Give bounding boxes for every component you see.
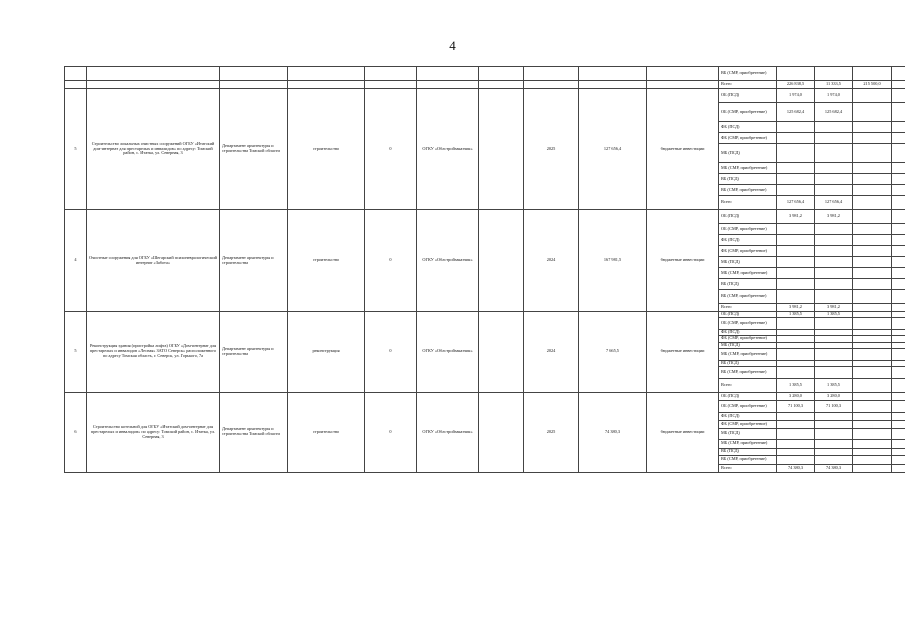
year1-amount-cell <box>815 246 853 257</box>
funding-source-cell: МБ (СМР, приобретение) <box>719 268 777 279</box>
capacity-cell: 0 <box>365 89 417 210</box>
total-amount-cell <box>777 235 815 246</box>
total-amount-cell <box>777 439 815 448</box>
year3-amount-cell <box>892 122 905 133</box>
year3-amount-cell <box>892 103 905 122</box>
total-amount-cell <box>777 448 815 455</box>
year3-amount-cell <box>892 279 905 290</box>
funding-source-cell: Всего <box>719 81 777 89</box>
cost-cell: 167 981,5 <box>579 210 647 312</box>
total-amount-cell <box>777 133 815 144</box>
year-cell: 2024 <box>524 210 579 312</box>
total-amount-cell <box>777 317 815 329</box>
funding-source-cell: ВБ (СМР, приобретение) <box>719 366 777 378</box>
year3-amount-cell <box>892 366 905 378</box>
total-amount-cell: 3 981,2 <box>777 210 815 224</box>
year3-amount-cell <box>892 378 905 392</box>
investment-form-cell: бюджетные инвестиции <box>647 312 719 393</box>
year2-amount-cell <box>853 196 892 210</box>
blank-cell <box>579 67 647 81</box>
year2-amount-cell <box>853 428 892 439</box>
year3-amount-cell <box>892 81 905 89</box>
year2-amount-cell <box>853 464 892 472</box>
year2-amount-cell <box>853 133 892 144</box>
funding-source-cell: ОБ (СМР, приобретение) <box>719 103 777 122</box>
funding-source-cell: ОБ (СМР, приобретение) <box>719 400 777 412</box>
year1-amount-cell: 1 385,5 <box>815 312 853 318</box>
total-amount-cell <box>777 67 815 81</box>
funding-source-cell: ВБ (СМР, приобретение) <box>719 185 777 196</box>
year3-amount-cell <box>892 348 905 360</box>
total-amount-cell <box>777 290 815 304</box>
year-cell: 2025 <box>524 392 579 472</box>
total-amount-cell <box>777 268 815 279</box>
year2-amount-cell <box>853 455 892 464</box>
year2-amount-cell <box>853 224 892 235</box>
year3-amount-cell <box>892 144 905 163</box>
customer-cell: Департамент архитектуры и строительства <box>220 312 288 393</box>
empty-cell <box>479 210 524 312</box>
total-amount-cell: 74 380,3 <box>777 464 815 472</box>
year3-amount-cell <box>892 455 905 464</box>
blank-cell <box>524 81 579 89</box>
total-amount-cell <box>777 224 815 235</box>
year2-amount-cell <box>853 257 892 268</box>
year1-amount-cell: 3 981,2 <box>815 210 853 224</box>
investment-form-cell: бюджетные инвестиции <box>647 210 719 312</box>
total-amount-cell <box>777 335 815 342</box>
investment-form-cell: бюджетные инвестиции <box>647 89 719 210</box>
funding-source-cell: ВБ (СМР, приобретение) <box>719 67 777 81</box>
year3-amount-cell <box>892 304 905 312</box>
cost-cell: 74 380,3 <box>579 392 647 472</box>
year2-amount-cell <box>853 279 892 290</box>
table-row <box>65 67 905 81</box>
year3-amount-cell <box>892 290 905 304</box>
cost-cell: 127 656,4 <box>579 89 647 210</box>
total-amount-cell: 3 280,0 <box>777 392 815 400</box>
year3-amount-cell <box>892 335 905 342</box>
year1-amount-cell <box>815 268 853 279</box>
funding-source-cell: ОБ (ПСД) <box>719 210 777 224</box>
year2-amount-cell <box>853 304 892 312</box>
total-amount-cell <box>777 420 815 428</box>
total-amount-cell: 127 656,4 <box>777 196 815 210</box>
year1-amount-cell <box>815 348 853 360</box>
total-amount-cell <box>777 412 815 420</box>
work-type-cell: реконструкция <box>288 312 365 393</box>
funding-source-cell: ФБ (СМР, приобретение) <box>719 133 777 144</box>
year2-amount-cell <box>853 448 892 455</box>
funding-source-cell: ВБ (СМР, приобретение) <box>719 290 777 304</box>
year2-amount-cell <box>853 268 892 279</box>
year3-amount-cell <box>892 439 905 448</box>
year2-amount-cell <box>853 144 892 163</box>
year2-amount-cell <box>853 174 892 185</box>
customer-cell: Департамент архитектуры и строительства <box>220 210 288 312</box>
year2-amount-cell <box>853 400 892 412</box>
total-amount-cell: 71 100,3 <box>777 400 815 412</box>
year1-amount-cell <box>815 428 853 439</box>
funding-source-cell: ФБ (ПСД) <box>719 412 777 420</box>
work-type-cell: строительство <box>288 210 365 312</box>
year3-amount-cell <box>892 210 905 224</box>
funding-source-cell: ОБ (СМР, приобретение) <box>719 224 777 235</box>
year1-amount-cell <box>815 174 853 185</box>
project-name-cell: Реконструкция здания (пристройка лифта) ОГБУ «Дом-интернат для престарелых и инвалидов «Лесная» ЗАТО Северск» расположенного по адресу Томская область, г. Северск, ул. Горького, 7а <box>87 312 220 393</box>
year3-amount-cell <box>892 268 905 279</box>
funding-source-cell: МБ (ПСД) <box>719 144 777 163</box>
funding-source-cell: ФБ (ПСД) <box>719 235 777 246</box>
year2-amount-cell <box>853 246 892 257</box>
total-amount-cell: 3 981,2 <box>777 304 815 312</box>
blank-cell <box>579 81 647 89</box>
year1-amount-cell: 74 380,3 <box>815 464 853 472</box>
year2-amount-cell <box>853 103 892 122</box>
year3-amount-cell <box>892 89 905 103</box>
organization-cell: ОГКУ «Облстройзаказчик» <box>417 210 479 312</box>
year2-amount-cell <box>853 335 892 342</box>
funding-source-cell: ФБ (СМР, приобретение) <box>719 335 777 342</box>
blank-cell <box>417 81 479 89</box>
funding-source-cell: Всего <box>719 196 777 210</box>
year2-amount-cell <box>853 122 892 133</box>
funding-source-cell: МБ (ПСД) <box>719 342 777 348</box>
year1-amount-cell <box>815 144 853 163</box>
total-amount-cell <box>777 366 815 378</box>
page-number: 4 <box>449 38 456 53</box>
blank-cell <box>87 81 220 89</box>
blank-cell <box>220 81 288 89</box>
blank-cell <box>647 67 719 81</box>
project-name-cell: Строительство локальных очистных сооружений ОГБУ «Итатский дом-интернат для престарелых и инвалидов» по адресу: Томский район, с. Итатка, ул. Северная, 3 <box>87 89 220 210</box>
funding-source-cell: ОБ (СМР, приобретение) <box>719 317 777 329</box>
total-amount-cell <box>777 257 815 268</box>
project-name-cell: Очистные сооружения для ОГБУ «Шегарский психоневрологический интернат «Забота» <box>87 210 220 312</box>
customer-cell: Департамент архитектуры и строительства Томской области <box>220 392 288 472</box>
organization-cell: ОГКУ «Облстройзаказчик» <box>417 392 479 472</box>
year3-amount-cell <box>892 392 905 400</box>
funding-source-cell: ФБ (ПСД) <box>719 122 777 133</box>
funding-source-cell: ОБ (ПСД) <box>719 312 777 318</box>
year1-amount-cell <box>815 235 853 246</box>
year1-amount-cell <box>815 455 853 464</box>
total-amount-cell <box>777 348 815 360</box>
total-amount-cell: 1 385,5 <box>777 312 815 318</box>
year3-amount-cell <box>892 133 905 144</box>
year1-amount-cell <box>815 133 853 144</box>
year2-amount-cell <box>853 378 892 392</box>
year1-amount-cell <box>815 163 853 174</box>
total-amount-cell <box>777 185 815 196</box>
year3-amount-cell <box>892 67 905 81</box>
capacity-cell: 0 <box>365 312 417 393</box>
year1-amount-cell: 127 656,4 <box>815 196 853 210</box>
blank-cell <box>288 67 365 81</box>
funding-source-cell: ВБ (ПСД) <box>719 174 777 185</box>
funding-source-cell: ОБ (ПСД) <box>719 392 777 400</box>
year1-amount-cell <box>815 420 853 428</box>
year2-amount-cell <box>853 89 892 103</box>
year3-amount-cell <box>892 224 905 235</box>
table-row <box>65 89 905 103</box>
year1-amount-cell <box>815 122 853 133</box>
work-type-cell: строительство <box>288 89 365 210</box>
year2-amount-cell <box>853 420 892 428</box>
organization-cell: ОГКУ «Облстройзаказчик» <box>417 89 479 210</box>
table-row <box>65 81 905 89</box>
year3-amount-cell <box>892 196 905 210</box>
year1-amount-cell <box>815 439 853 448</box>
blank-cell <box>479 67 524 81</box>
year2-amount-cell <box>853 412 892 420</box>
total-amount-cell: 125 682,4 <box>777 103 815 122</box>
capacity-cell: 0 <box>365 392 417 472</box>
year1-amount-cell <box>815 317 853 329</box>
project-number-cell: 4 <box>65 210 87 312</box>
blank-cell <box>65 81 87 89</box>
year3-amount-cell <box>892 412 905 420</box>
blank-cell <box>647 81 719 89</box>
funding-source-cell: МБ (СМР, приобретение) <box>719 439 777 448</box>
total-amount-cell <box>777 144 815 163</box>
funding-source-cell: ОБ (ПСД) <box>719 89 777 103</box>
year2-amount-cell <box>853 67 892 81</box>
funding-source-cell: ФБ (ПСД) <box>719 329 777 335</box>
project-number-cell: 6 <box>65 392 87 472</box>
investment-form-cell: бюджетные инвестиции <box>647 392 719 472</box>
total-amount-cell: 1 974,0 <box>777 89 815 103</box>
blank-cell <box>365 67 417 81</box>
blank-cell <box>220 67 288 81</box>
year1-amount-cell <box>815 366 853 378</box>
table-row <box>65 392 905 400</box>
funding-source-cell: МБ (ПСД) <box>719 428 777 439</box>
project-number-cell: 5 <box>65 89 87 210</box>
cost-cell: 7 665,5 <box>579 312 647 393</box>
year1-amount-cell <box>815 279 853 290</box>
total-amount-cell <box>777 428 815 439</box>
year1-amount-cell <box>815 257 853 268</box>
year3-amount-cell <box>892 174 905 185</box>
year-cell: 2024 <box>524 312 579 393</box>
year1-amount-cell: 11 333,5 <box>815 81 853 89</box>
blank-cell <box>417 67 479 81</box>
year3-amount-cell <box>892 235 905 246</box>
capacity-cell: 0 <box>365 210 417 312</box>
year2-amount-cell <box>853 290 892 304</box>
year1-amount-cell <box>815 67 853 81</box>
total-amount-cell <box>777 163 815 174</box>
year2-amount-cell <box>853 185 892 196</box>
work-type-cell: строительство <box>288 392 365 472</box>
year2-amount-cell <box>853 348 892 360</box>
year3-amount-cell <box>892 420 905 428</box>
year2-amount-cell <box>853 366 892 378</box>
funding-source-cell: ФБ (СМР, приобретение) <box>719 246 777 257</box>
year2-amount-cell <box>853 235 892 246</box>
year1-amount-cell: 1 974,0 <box>815 89 853 103</box>
year1-amount-cell <box>815 412 853 420</box>
year2-amount-cell <box>853 439 892 448</box>
organization-cell: ОГКУ «Облстройзаказчик» <box>417 312 479 393</box>
year1-amount-cell <box>815 185 853 196</box>
year3-amount-cell <box>892 246 905 257</box>
blank-cell <box>288 81 365 89</box>
funding-source-cell: Всего <box>719 378 777 392</box>
year3-amount-cell <box>892 257 905 268</box>
total-amount-cell <box>777 279 815 290</box>
year-cell: 2025 <box>524 89 579 210</box>
blank-cell <box>87 67 220 81</box>
empty-cell <box>479 392 524 472</box>
year1-amount-cell <box>815 335 853 342</box>
empty-cell <box>479 89 524 210</box>
year3-amount-cell <box>892 464 905 472</box>
table-body <box>65 67 905 473</box>
investment-table <box>64 66 905 473</box>
funding-source-cell: ВБ (СМР, приобретение) <box>719 455 777 464</box>
total-amount-cell: 1 385,5 <box>777 378 815 392</box>
blank-cell <box>479 81 524 89</box>
funding-source-cell: МБ (ПСД) <box>719 257 777 268</box>
year3-amount-cell <box>892 448 905 455</box>
total-amount-cell: 226 838,5 <box>777 81 815 89</box>
year3-amount-cell <box>892 163 905 174</box>
year2-amount-cell <box>853 317 892 329</box>
year2-amount-cell <box>853 210 892 224</box>
year1-amount-cell: 3 280,0 <box>815 392 853 400</box>
year2-amount-cell: 215 500,0 <box>853 81 892 89</box>
empty-cell <box>479 312 524 393</box>
funding-source-cell: ВБ (ПСД) <box>719 279 777 290</box>
year1-amount-cell <box>815 448 853 455</box>
blank-cell <box>524 67 579 81</box>
year3-amount-cell <box>892 185 905 196</box>
customer-cell: Департамент архитектуры и строительства Томской области <box>220 89 288 210</box>
year1-amount-cell: 1 385,5 <box>815 378 853 392</box>
funding-source-cell: ВБ (ПСД) <box>719 448 777 455</box>
year1-amount-cell: 3 981,2 <box>815 304 853 312</box>
funding-source-cell: ФБ (СМР, приобретение) <box>719 420 777 428</box>
year2-amount-cell <box>853 392 892 400</box>
total-amount-cell <box>777 122 815 133</box>
year2-amount-cell <box>853 163 892 174</box>
total-amount-cell <box>777 455 815 464</box>
funding-source-cell: Всего <box>719 304 777 312</box>
funding-source-cell: МБ (СМР, приобретение) <box>719 348 777 360</box>
year1-amount-cell <box>815 224 853 235</box>
table-row <box>65 210 905 224</box>
project-number-cell: 5 <box>65 312 87 393</box>
year1-amount-cell: 71 100,3 <box>815 400 853 412</box>
total-amount-cell <box>777 174 815 185</box>
year3-amount-cell <box>892 317 905 329</box>
total-amount-cell <box>777 246 815 257</box>
project-name-cell: Строительство котельной для ОГБУ «Итатский дом-интернат для престарелых и инвалидов» по адресу: Томский район, с. Итатка, ул. Северная, 3 <box>87 392 220 472</box>
year1-amount-cell: 125 682,4 <box>815 103 853 122</box>
year3-amount-cell <box>892 428 905 439</box>
funding-source-cell: ВБ (ПСД) <box>719 360 777 366</box>
funding-source-cell: Всего <box>719 464 777 472</box>
funding-source-cell: МБ (СМР, приобретение) <box>719 163 777 174</box>
blank-cell <box>65 67 87 81</box>
year1-amount-cell <box>815 290 853 304</box>
blank-cell <box>365 81 417 89</box>
year3-amount-cell <box>892 400 905 412</box>
